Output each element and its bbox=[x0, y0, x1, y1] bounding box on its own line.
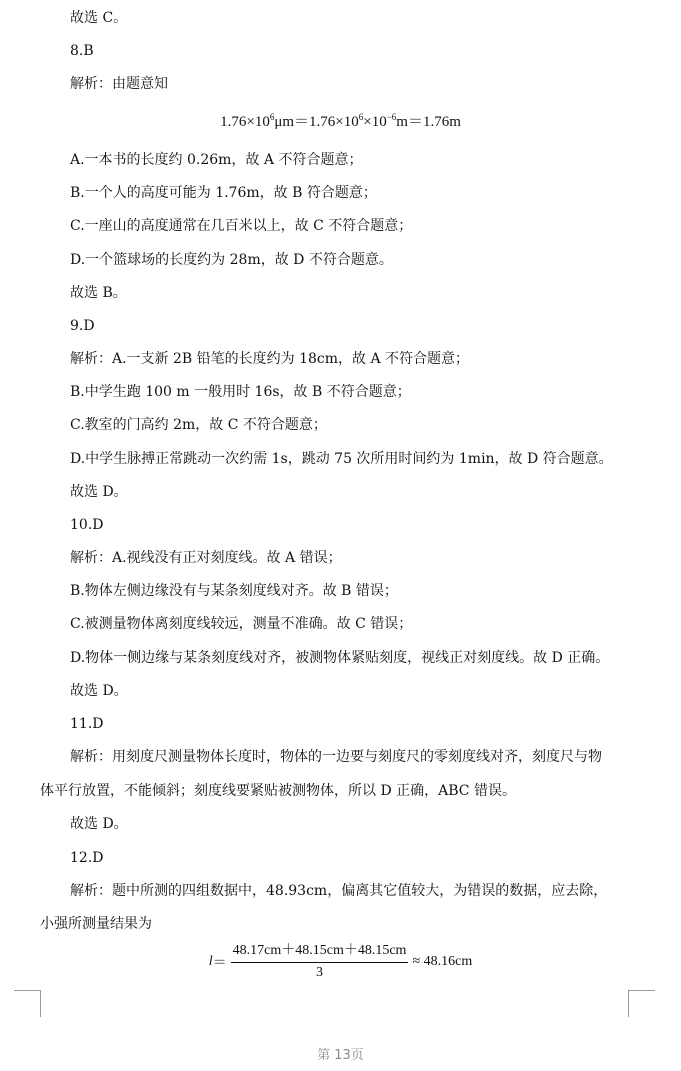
text-line: 解析：由题意知 bbox=[70, 76, 168, 92]
text-line: B.物体左侧边缘没有与某条刻度线对齐。故 B 错误； bbox=[70, 583, 398, 599]
text-line: 体平行放置，不能倾斜；刻度线要紧贴被测物体，所以 D 正确，ABC 错误。 bbox=[40, 783, 516, 799]
text-line: D.一个篮球场的长度约为 28m，故 D 不符合题意。 bbox=[70, 252, 393, 268]
text-line: D.物体一侧边缘与某条刻度线对齐，被测物体紧贴刻度，视线正对刻度线。故 D 正确。 bbox=[70, 650, 610, 666]
text-line: 故选 D。 bbox=[70, 683, 128, 699]
answer-heading: 8.B bbox=[70, 43, 94, 59]
text-line: C.一座山的高度通常在几百米以上，故 C 不符合题意； bbox=[70, 218, 413, 234]
text-line: 小强所测量结果为 bbox=[40, 916, 152, 932]
text-line: 解析：A.视线没有正对刻度线。故 A 错误； bbox=[70, 550, 342, 566]
answer-heading: 11.D bbox=[70, 716, 104, 732]
text-line: D.中学生脉搏正常跳动一次约需 1s，跳动 75 次所用时间约为 1min，故 D 符合题意。 bbox=[70, 451, 613, 467]
text-line: 故选 D。 bbox=[70, 484, 128, 500]
page-corner-mark-right bbox=[628, 990, 655, 1017]
text-line: 解析：A.一支新 2B 铅笔的长度约为 18cm，故 A 不符合题意； bbox=[70, 351, 470, 367]
text-line: 解析：用刻度尺测量物体长度时，物体的一边要与刻度尺的零刻度线对齐，刻度尺与物 bbox=[70, 749, 602, 765]
fraction-numerator: 48.17cm＋48.15cm＋48.15cm bbox=[231, 942, 409, 963]
average-formula: l ＝ $\frac{48.17cm+48.15cm+48.15cm}{3}$ ≈ 48.16cm bbox=[208, 943, 473, 980]
text-line: 故选 D。 bbox=[70, 816, 128, 832]
answer-heading: 9.D bbox=[70, 318, 95, 334]
text-line: 故选 B。 bbox=[70, 285, 127, 301]
fraction-denominator: 3 bbox=[316, 965, 324, 980]
text-line: A.一本书的长度约 0.26m，故 A 不符合题意； bbox=[70, 152, 363, 168]
text-line: B.一个人的高度可能为 1.76m，故 B 符合题意； bbox=[70, 185, 377, 201]
text-line: 故选 C。 bbox=[70, 10, 128, 26]
text-line: C.教室的门高约 2m，故 C 不符合题意； bbox=[70, 417, 327, 433]
answer-heading: 12.D bbox=[70, 850, 104, 866]
page-number: 第 13页 bbox=[317, 1048, 364, 1063]
answer-heading: 10.D bbox=[70, 517, 104, 533]
text-line: B.中学生跑 100 m 一般用时 16s，故 B 不符合题意； bbox=[70, 384, 411, 400]
text-line: C.被测量物体离刻度线较远，测量不准确。故 C 错误； bbox=[70, 616, 413, 632]
page-corner-mark-left bbox=[14, 990, 41, 1017]
text-line: 解析：题中所测的四组数据中，48.93cm，偏离其它值较大，为错误的数据，应去除， bbox=[70, 883, 608, 899]
fraction bbox=[231, 942, 409, 982]
unit-conversion-formula: $1.76\times 10^6\mu m=1.76\times 10^6\times 10^{-6}m=1.76m$ bbox=[220, 112, 461, 130]
